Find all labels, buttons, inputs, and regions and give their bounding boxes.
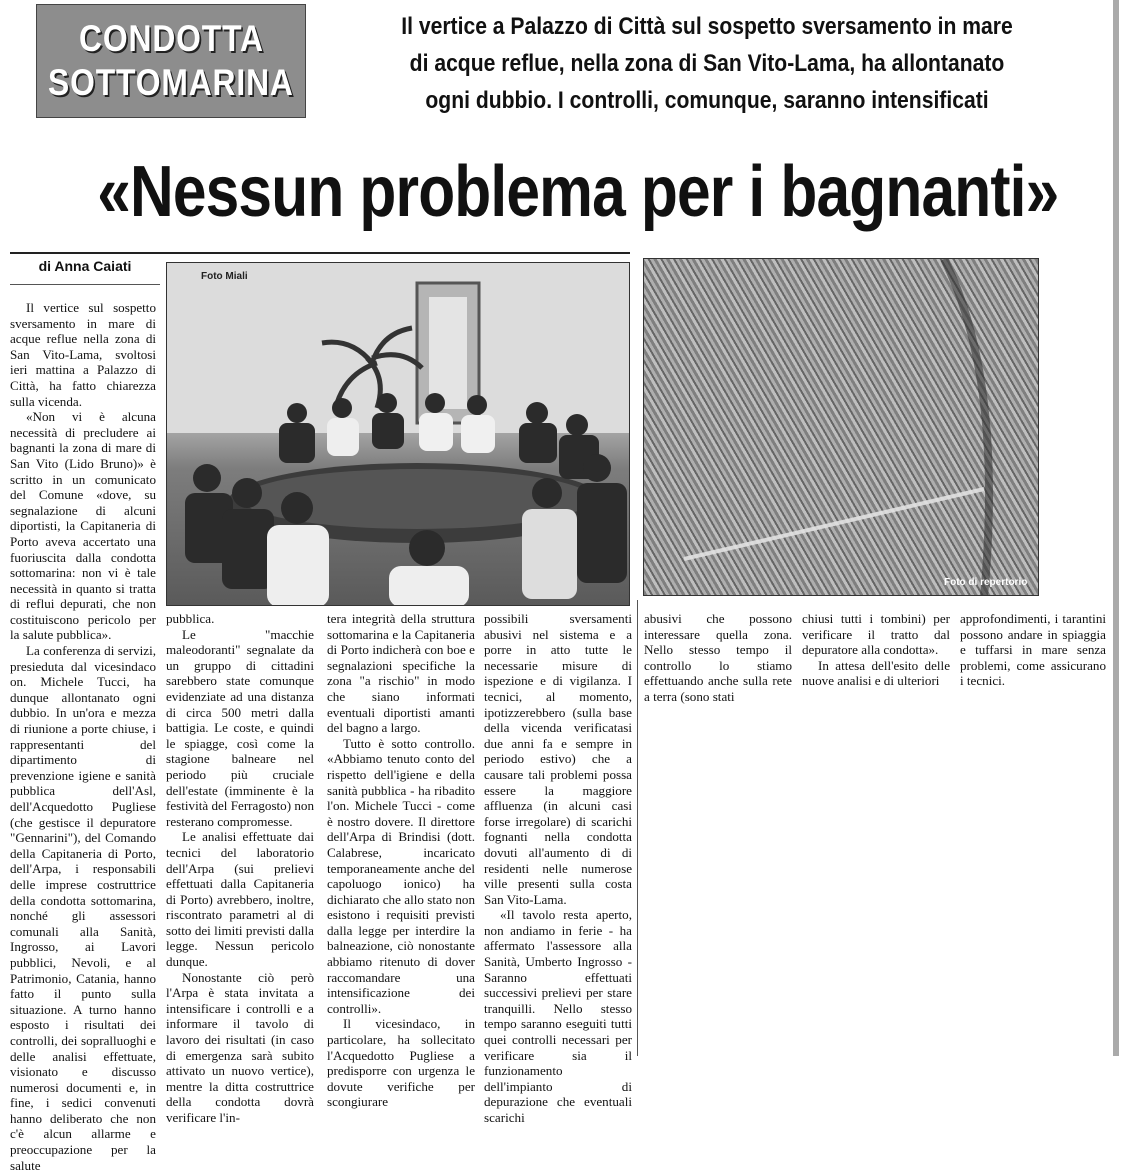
pipe-photo-illustration <box>644 259 1039 596</box>
article-column-5 <box>644 611 792 705</box>
kicker-line-1: CONDOTTA <box>78 18 264 59</box>
byline: di Anna Caiati <box>38 258 132 274</box>
divider <box>10 284 160 285</box>
article-column-7 <box>960 611 1106 689</box>
paragraph: Il vertice sul sospetto sversamento in mare di acque reflue nella zona di San Vito-Lama, svoltosi ieri mattina a Palazzo di Città, ha fatto chiarezza sulla vicenda. <box>10 300 156 409</box>
paragraph: pubblica. <box>166 611 215 626</box>
paragraph: Il vicesindaco, in particolare, ha sollecitato l'Acquedotto Pugliese a predisporre con urgenza le dovute verifiche per scongiurare <box>327 1016 475 1110</box>
paragraph: Tutto è sotto controllo. «Abbiamo tenuto conto del rispetto dell'igiene e della sanità pubblica - ha ribadito l'on. Michele Tucci - come è nostro dovere. Il direttore dell'Arpa di Brindisi (dott. Calabrese, incaricato temporaneamente anche del capoluogo ionico) ha dichiarato che allo stato non esistono i requisiti previsti dalla legge per interdire la balneazione, ciò nonostante abbiamo ritenuto di dover raccomandare una intensificazione dei controlli». <box>327 735 475 1016</box>
article-column-3 <box>327 611 475 1110</box>
paragraph: tera integrità della struttura sottomarina e la Capitaneria di Porto indicherà con boe e segnalazioni specifiche la zona "a rischio" in modo che siano informati eventuali diportisti amanti del bagno a largo. <box>327 611 475 736</box>
article-headline: «Nessun problema per i bagnanti» <box>97 152 1059 232</box>
subtitle-line-1: Il vertice a Palazzo di Città sul sospetto sversamento in mare <box>401 13 1013 40</box>
paragraph: possibili sversamenti abusivi nel sistema e a porre in atto tutte le necessarie misure di ispezione e di vigilanza. I tecnici, al momento, ipotizzerebbero (sulla base della vicenda verificatasi due anni fa e sempre in periodo estivo) che a causare tali problemi possa essere la maggiore affluenza (in alcuni casi forse irregolare) di scarichi fognanti nella condotta dovuti all'aumento di di residenti nelle numerose ville presenti sulla costa San Vito-Lama. <box>484 611 632 907</box>
divider <box>10 252 630 254</box>
article-column-6 <box>802 611 950 689</box>
scan-edge-shadow <box>1113 0 1119 1056</box>
paragraph: La conferenza di servizi, presieduta dal vicesindaco on. Michele Tucci, ha dunque allontanato ogni dubbio. In un'ora e mezza di riunione a porte chiuse, i rappresentanti del dipartimento di prevenzione igiene e sanità pubblica dell'Asl, dell'Acquedotto Pugliese (che gestisce il depuratore "Gennarini"), del Comando della Capitaneria di Porto, dell'Arpa, i responsabili delle imprese costruttrice della condotta sottomarina, nonché gli assessori comunali alla Sanità, Ingrosso, ai Lavori pubblici, Nevoli, e al Patrimonio, Catania, hanno fatto il punto sulla situazione. A turno hanno esposto i risultati dei controlli, dei sopralluoghi e delle analisi effettuate, visionato e discusso numerosi documenti e, in fine, i sedici convenuti hanno deliberato che non c'è alcun allarme e preoccupazione per la salute <box>10 643 156 1173</box>
pipe-photo <box>643 258 1039 596</box>
paragraph: chiusi tutti i tombini) per verificare il tratto dal depuratore alla condotta». <box>802 611 950 658</box>
paragraph: In attesa dell'esito delle nuove analisi e di ulteriori <box>802 657 950 689</box>
paragraph: Le analisi effettuate dai tecnici del laboratorio dell'Arpa (sui prelievi effettuati dalla Capitaneria di Porto) avrebbero, inoltre, riscontrato parametri al di sotto dei limiti previsti dalla legge. Nessun pericolo dunque. <box>166 829 314 970</box>
paragraph: Nonostante ciò però l'Arpa è stata invitata a intensificare i controlli e a informare il tavolo di lavoro dei risultati (in caso di emergenza sarà subito attivato un nuovo vertice), mentre la ditta costruttrice della condotta dovrà verificare l'in- <box>166 969 314 1125</box>
meeting-photo-illustration <box>167 263 630 606</box>
meeting-photo <box>166 262 630 606</box>
article-column-4 <box>484 611 632 1126</box>
article-subtitle <box>322 8 1092 119</box>
photo-credit-repertorio: Foto di repertorio <box>944 577 1028 588</box>
subtitle-line-3: ogni dubbio. I controlli, comunque, saranno intensificati <box>425 87 989 114</box>
article-column-2 <box>166 611 314 1126</box>
paragraph: approfondimenti, i tarantini possono andare in spiaggia e tuffarsi in mare senza problemi, come assicurano i tecnici. <box>960 611 1106 689</box>
subtitle-line-2: di acque reflue, nella zona di San Vito-Lama, ha allontanato <box>409 50 1005 77</box>
paragraph: «Non vi è alcuna necessità di precludere ai bagnanti la zona di mare di San Vito (Lido Bruno)» è scritto in un comunicato del Comune «dove, su segnalazione di alcuni diportisti, la Capitaneria di Porto aveva accertato una fuoriuscita dalla condotta sottomarina: non vi è tale necessità in quanto si tratta di reflui depurati, che non costituiscono pericolo per la salute pubblica». <box>10 409 156 643</box>
article-column-1 <box>10 300 156 1173</box>
paragraph: abusivi che possono interessare quella zona. Nello stesso tempo il controllo lo stiamo effettuando anche sulla rete a terra (sono stati <box>644 611 792 704</box>
section-kicker <box>36 4 306 118</box>
kicker-line-2: SOTTOMARINA <box>48 62 294 103</box>
paragraph: «Il tavolo resta aperto, non andiamo in ferie - ha affermato l'assessore alla Sanità, Umberto Ingrosso - Saranno effettuati successivi prelievi per stare tranquilli. Nello stesso tempo saranno eseguiti tutti quei controlli necessari per verificare sia il funzionamento dell'impianto di depurazione che eventuali scarichi <box>484 907 632 1125</box>
column-divider <box>637 600 638 1056</box>
photo-credit-miali: Foto Miali <box>201 271 248 282</box>
paragraph: Le "macchie maleodoranti" segnalate da un gruppo di cittadini sarebbero state comunque evidenziate ad una distanza di circa 500 metri dalla battigia. Le coste, e quindi le spiagge, così come la stagione balneare nel periodo più cruciale dell'estate (imminente è la festività del Ferragosto) non resterano compromesse. <box>166 626 314 829</box>
